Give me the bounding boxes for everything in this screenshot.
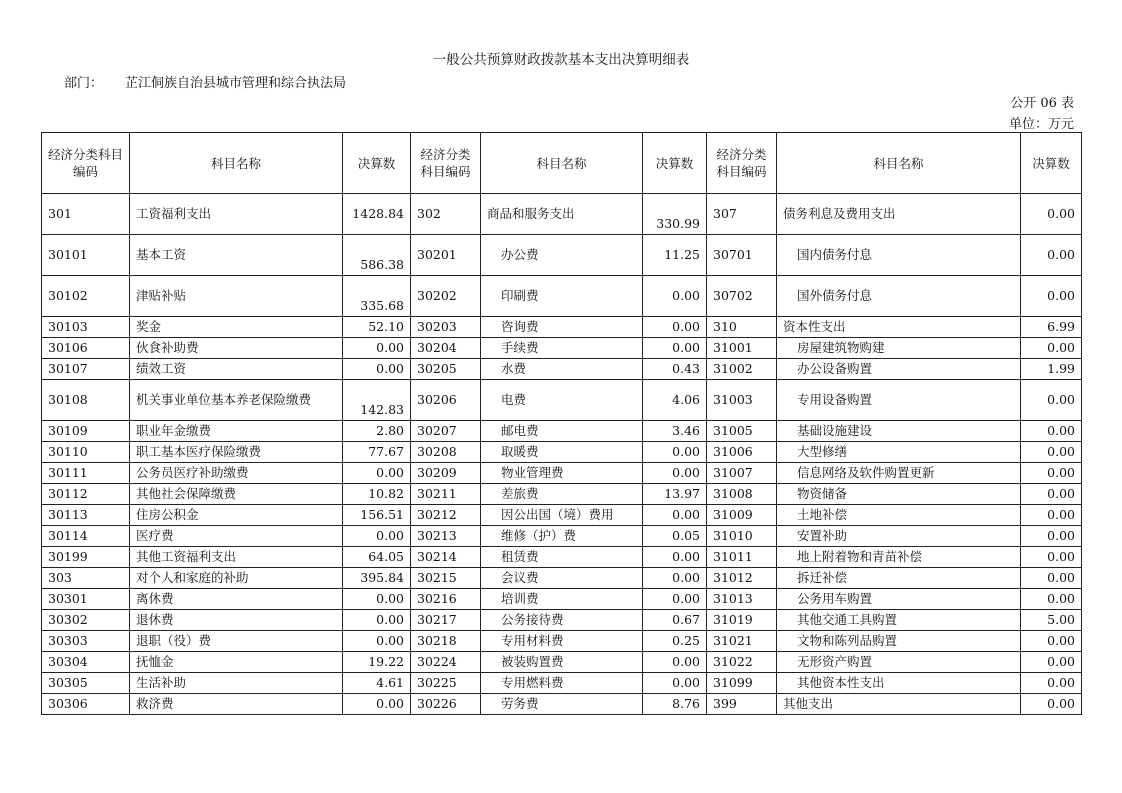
name-cell: 取暖费 xyxy=(481,442,643,463)
code-cell: 30111 xyxy=(42,463,130,484)
code-cell: 301 xyxy=(42,194,130,235)
name-cell: 办公设备购置 xyxy=(777,359,1021,380)
department-line xyxy=(64,72,346,91)
amount-cell: 0.00 xyxy=(1021,547,1082,568)
code-cell: 30226 xyxy=(411,694,481,715)
amount-cell: 335.68 xyxy=(343,276,411,317)
code-cell: 31011 xyxy=(707,547,777,568)
amount-cell: 4.06 xyxy=(643,380,707,421)
amount-cell: 0.00 xyxy=(643,317,707,338)
code-cell: 30702 xyxy=(707,276,777,317)
name-cell: 基础设施建设 xyxy=(777,421,1021,442)
amount-cell: 0.00 xyxy=(1021,589,1082,610)
code-cell: 399 xyxy=(707,694,777,715)
code-cell: 30206 xyxy=(411,380,481,421)
amount-cell: 0.00 xyxy=(1021,338,1082,359)
amount-cell: 0.00 xyxy=(1021,526,1082,547)
name-cell: 维修（护）费 xyxy=(481,526,643,547)
name-cell: 退职（役）费 xyxy=(130,631,343,652)
amount-cell: 0.00 xyxy=(1021,235,1082,276)
name-cell: 救济费 xyxy=(130,694,343,715)
code-cell: 30106 xyxy=(42,338,130,359)
amount-cell: 0.00 xyxy=(643,652,707,673)
code-cell: 310 xyxy=(707,317,777,338)
amount-cell: 0.05 xyxy=(643,526,707,547)
code-cell: 31003 xyxy=(707,380,777,421)
table-row xyxy=(42,317,1082,338)
name-cell: 邮电费 xyxy=(481,421,643,442)
table-row xyxy=(42,484,1082,505)
name-cell: 离休费 xyxy=(130,589,343,610)
code-cell: 30216 xyxy=(411,589,481,610)
code-cell: 302 xyxy=(411,194,481,235)
name-cell: 基本工资 xyxy=(130,235,343,276)
amount-cell: 0.00 xyxy=(643,505,707,526)
name-cell: 对个人和家庭的补助 xyxy=(130,568,343,589)
amount-cell: 395.84 xyxy=(343,568,411,589)
name-cell: 退休费 xyxy=(130,610,343,631)
amount-cell: 0.00 xyxy=(343,338,411,359)
amount-cell: 0.00 xyxy=(1021,652,1082,673)
code-cell: 30107 xyxy=(42,359,130,380)
name-cell: 国外债务付息 xyxy=(777,276,1021,317)
amount-cell: 142.83 xyxy=(343,380,411,421)
amount-cell: 330.99 xyxy=(643,194,707,235)
name-cell: 国内债务付息 xyxy=(777,235,1021,276)
amount-cell: 0.00 xyxy=(1021,380,1082,421)
name-cell: 水费 xyxy=(481,359,643,380)
amount-cell: 3.46 xyxy=(643,421,707,442)
amount-cell: 0.43 xyxy=(643,359,707,380)
name-cell: 津贴补贴 xyxy=(130,276,343,317)
name-cell: 印刷费 xyxy=(481,276,643,317)
amount-cell: 0.25 xyxy=(643,631,707,652)
table-row xyxy=(42,505,1082,526)
column-header: 科目名称 xyxy=(130,133,343,194)
name-cell: 医疗费 xyxy=(130,526,343,547)
amount-cell: 586.38 xyxy=(343,235,411,276)
name-cell: 其他社会保障缴费 xyxy=(130,484,343,505)
table-row xyxy=(42,589,1082,610)
amount-cell: 1.99 xyxy=(1021,359,1082,380)
code-cell: 30301 xyxy=(42,589,130,610)
amount-cell: 0.00 xyxy=(343,631,411,652)
code-cell: 30202 xyxy=(411,276,481,317)
code-cell: 30108 xyxy=(42,380,130,421)
name-cell: 公务用车购置 xyxy=(777,589,1021,610)
code-cell: 30203 xyxy=(411,317,481,338)
amount-cell: 0.00 xyxy=(643,276,707,317)
code-cell: 30110 xyxy=(42,442,130,463)
code-cell: 30215 xyxy=(411,568,481,589)
column-header: 经济分类科目编码 xyxy=(42,133,130,194)
table-row xyxy=(42,610,1082,631)
name-cell: 劳务费 xyxy=(481,694,643,715)
code-cell: 30303 xyxy=(42,631,130,652)
amount-cell: 6.99 xyxy=(1021,317,1082,338)
code-cell: 303 xyxy=(42,568,130,589)
code-cell: 31005 xyxy=(707,421,777,442)
code-cell: 30101 xyxy=(42,235,130,276)
name-cell: 商品和服务支出 xyxy=(481,194,643,235)
name-cell: 物业管理费 xyxy=(481,463,643,484)
name-cell: 其他工资福利支出 xyxy=(130,547,343,568)
table-row xyxy=(42,631,1082,652)
amount-cell: 0.00 xyxy=(643,442,707,463)
table-row xyxy=(42,442,1082,463)
amount-cell: 4.61 xyxy=(343,673,411,694)
code-cell: 30304 xyxy=(42,652,130,673)
amount-cell: 13.97 xyxy=(643,484,707,505)
name-cell: 拆迁补偿 xyxy=(777,568,1021,589)
table-row xyxy=(42,421,1082,442)
name-cell: 手续费 xyxy=(481,338,643,359)
name-cell: 物资储备 xyxy=(777,484,1021,505)
amount-cell: 8.76 xyxy=(643,694,707,715)
name-cell: 土地补偿 xyxy=(777,505,1021,526)
code-cell: 31013 xyxy=(707,589,777,610)
code-cell: 30102 xyxy=(42,276,130,317)
department-value: 芷江侗族自治县城市管理和综合执法局 xyxy=(125,76,347,91)
code-cell: 30214 xyxy=(411,547,481,568)
amount-cell: 0.00 xyxy=(343,589,411,610)
code-cell: 30211 xyxy=(411,484,481,505)
name-cell: 抚恤金 xyxy=(130,652,343,673)
code-cell: 31008 xyxy=(707,484,777,505)
code-cell: 30205 xyxy=(411,359,481,380)
name-cell: 职业年金缴费 xyxy=(130,421,343,442)
name-cell: 职工基本医疗保险缴费 xyxy=(130,442,343,463)
amount-cell: 0.00 xyxy=(643,568,707,589)
amount-cell: 0.00 xyxy=(343,463,411,484)
name-cell: 其他交通工具购置 xyxy=(777,610,1021,631)
amount-cell: 0.00 xyxy=(1021,568,1082,589)
code-cell: 30103 xyxy=(42,317,130,338)
name-cell: 其他资本性支出 xyxy=(777,673,1021,694)
name-cell: 奖金 xyxy=(130,317,343,338)
amount-cell: 0.00 xyxy=(1021,631,1082,652)
name-cell: 电费 xyxy=(481,380,643,421)
table-row xyxy=(42,463,1082,484)
amount-cell: 0.67 xyxy=(643,610,707,631)
code-cell: 31022 xyxy=(707,652,777,673)
name-cell: 机关事业单位基本养老保险缴费 xyxy=(130,380,343,421)
amount-cell: 64.05 xyxy=(343,547,411,568)
code-cell: 30305 xyxy=(42,673,130,694)
name-cell: 信息网络及软件购置更新 xyxy=(777,463,1021,484)
amount-cell: 0.00 xyxy=(643,673,707,694)
form-number: 公开 06 表 xyxy=(1010,96,1074,111)
name-cell: 公务员医疗补助缴费 xyxy=(130,463,343,484)
amount-cell: 5.00 xyxy=(1021,610,1082,631)
amount-cell: 1428.84 xyxy=(343,194,411,235)
code-cell: 30218 xyxy=(411,631,481,652)
department-label: 部门： xyxy=(64,76,104,91)
column-header: 科目名称 xyxy=(481,133,643,194)
code-cell: 30306 xyxy=(42,694,130,715)
name-cell: 专用燃料费 xyxy=(481,673,643,694)
amount-cell: 0.00 xyxy=(343,526,411,547)
code-cell: 30201 xyxy=(411,235,481,276)
unit-label: 单位：万元 xyxy=(1008,117,1074,132)
name-cell: 其他支出 xyxy=(777,694,1021,715)
name-cell: 绩效工资 xyxy=(130,359,343,380)
code-cell: 30209 xyxy=(411,463,481,484)
amount-cell: 2.80 xyxy=(343,421,411,442)
name-cell: 房屋建筑物购建 xyxy=(777,338,1021,359)
expenditure-table xyxy=(41,132,1082,715)
code-cell: 30212 xyxy=(411,505,481,526)
code-cell: 30114 xyxy=(42,526,130,547)
column-header: 决算数 xyxy=(1021,133,1082,194)
name-cell: 被装购置费 xyxy=(481,652,643,673)
amount-cell: 77.67 xyxy=(343,442,411,463)
page-title: 一般公共预算财政拨款基本支出决算明细表 xyxy=(432,52,690,68)
code-cell: 30109 xyxy=(42,421,130,442)
table-row xyxy=(42,694,1082,715)
table-row xyxy=(42,652,1082,673)
code-cell: 31010 xyxy=(707,526,777,547)
name-cell: 债务利息及费用支出 xyxy=(777,194,1021,235)
amount-cell: 0.00 xyxy=(1021,442,1082,463)
code-cell: 30225 xyxy=(411,673,481,694)
amount-cell: 0.00 xyxy=(1021,484,1082,505)
name-cell: 资本性支出 xyxy=(777,317,1021,338)
amount-cell: 0.00 xyxy=(1021,194,1082,235)
amount-cell: 0.00 xyxy=(1021,463,1082,484)
name-cell: 生活补助 xyxy=(130,673,343,694)
name-cell: 住房公积金 xyxy=(130,505,343,526)
name-cell: 文物和陈列品购置 xyxy=(777,631,1021,652)
table-row xyxy=(42,673,1082,694)
amount-cell: 156.51 xyxy=(343,505,411,526)
code-cell: 31012 xyxy=(707,568,777,589)
name-cell: 无形资产购置 xyxy=(777,652,1021,673)
name-cell: 专用材料费 xyxy=(481,631,643,652)
code-cell: 307 xyxy=(707,194,777,235)
table-row xyxy=(42,276,1082,317)
amount-cell: 0.00 xyxy=(1021,421,1082,442)
table-row xyxy=(42,568,1082,589)
name-cell: 会议费 xyxy=(481,568,643,589)
table-row xyxy=(42,380,1082,421)
amount-cell: 11.25 xyxy=(643,235,707,276)
code-cell: 31019 xyxy=(707,610,777,631)
name-cell: 差旅费 xyxy=(481,484,643,505)
amount-cell: 0.00 xyxy=(343,610,411,631)
amount-cell: 0.00 xyxy=(643,463,707,484)
amount-cell: 0.00 xyxy=(1021,694,1082,715)
amount-cell: 19.22 xyxy=(343,652,411,673)
amount-cell: 0.00 xyxy=(1021,505,1082,526)
table-row xyxy=(42,338,1082,359)
code-cell: 31021 xyxy=(707,631,777,652)
header-row xyxy=(42,133,1082,194)
name-cell: 公务接待费 xyxy=(481,610,643,631)
column-header: 经济分类科目编码 xyxy=(411,133,481,194)
table-row xyxy=(42,526,1082,547)
code-cell: 30112 xyxy=(42,484,130,505)
name-cell: 因公出国（境）费用 xyxy=(481,505,643,526)
name-cell: 咨询费 xyxy=(481,317,643,338)
code-cell: 30213 xyxy=(411,526,481,547)
name-cell: 租赁费 xyxy=(481,547,643,568)
code-cell: 30224 xyxy=(411,652,481,673)
table-row xyxy=(42,235,1082,276)
code-cell: 31009 xyxy=(707,505,777,526)
code-cell: 30207 xyxy=(411,421,481,442)
code-cell: 30208 xyxy=(411,442,481,463)
code-cell: 30113 xyxy=(42,505,130,526)
code-cell: 30302 xyxy=(42,610,130,631)
amount-cell: 0.00 xyxy=(1021,276,1082,317)
amount-cell: 0.00 xyxy=(1021,673,1082,694)
code-cell: 31099 xyxy=(707,673,777,694)
code-cell: 31002 xyxy=(707,359,777,380)
name-cell: 安置补助 xyxy=(777,526,1021,547)
amount-cell: 0.00 xyxy=(343,359,411,380)
code-cell: 31006 xyxy=(707,442,777,463)
table-row xyxy=(42,194,1082,235)
table-row xyxy=(42,359,1082,380)
amount-cell: 0.00 xyxy=(643,589,707,610)
column-header: 决算数 xyxy=(343,133,411,194)
amount-cell: 0.00 xyxy=(343,694,411,715)
name-cell: 专用设备购置 xyxy=(777,380,1021,421)
name-cell: 培训费 xyxy=(481,589,643,610)
amount-cell: 0.00 xyxy=(643,547,707,568)
code-cell: 30204 xyxy=(411,338,481,359)
column-header: 决算数 xyxy=(643,133,707,194)
column-header: 科目名称 xyxy=(777,133,1021,194)
code-cell: 30701 xyxy=(707,235,777,276)
code-cell: 30217 xyxy=(411,610,481,631)
name-cell: 地上附着物和青苗补偿 xyxy=(777,547,1021,568)
amount-cell: 0.00 xyxy=(643,338,707,359)
table-row xyxy=(42,547,1082,568)
column-header: 经济分类科目编码 xyxy=(707,133,777,194)
name-cell: 工资福利支出 xyxy=(130,194,343,235)
name-cell: 办公费 xyxy=(481,235,643,276)
name-cell: 伙食补助费 xyxy=(130,338,343,359)
code-cell: 30199 xyxy=(42,547,130,568)
amount-cell: 10.82 xyxy=(343,484,411,505)
code-cell: 31007 xyxy=(707,463,777,484)
code-cell: 31001 xyxy=(707,338,777,359)
amount-cell: 52.10 xyxy=(343,317,411,338)
name-cell: 大型修缮 xyxy=(777,442,1021,463)
